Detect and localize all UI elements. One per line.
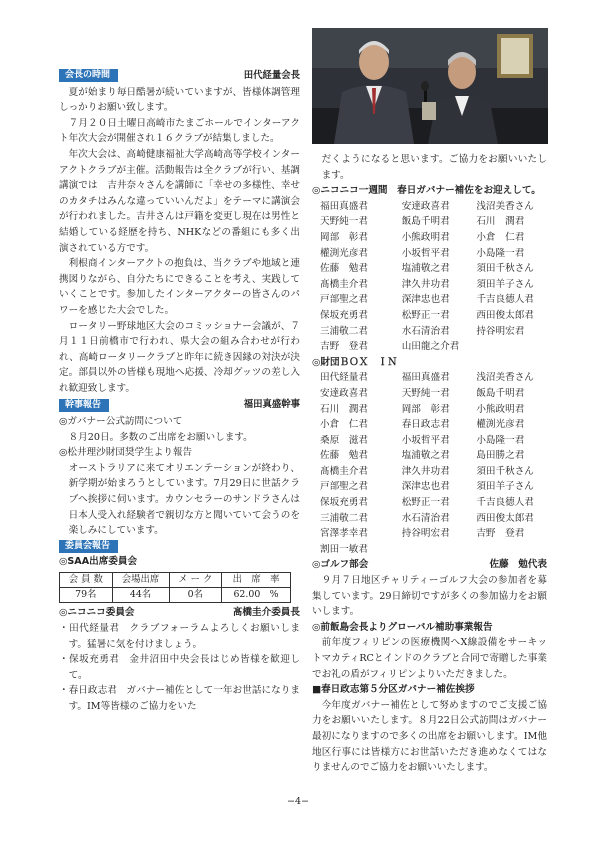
secretary-author: 福田真盛幹事 (243, 399, 300, 411)
member-name: 三浦敬二君 (320, 325, 368, 337)
member-name: 島田勝之君 (476, 450, 525, 462)
member-name: 須田羊子さん (476, 481, 534, 493)
right-column (312, 152, 547, 776)
box-names-list (312, 370, 547, 557)
member-name: 小倉 仁君 (476, 231, 525, 243)
member-name: 小島隆一君 (476, 247, 525, 259)
left-column (59, 58, 300, 715)
secretary-line-1: ◎ガバナー公式訪問について (59, 416, 183, 428)
kasuga-text: 今年度ガバナー補佐として努めますのでご支援ご協力をお願いいたします。８月22日公式訪問はガバナー最初になりますので多くの出席をお願いします。IM他地区行事には皆様方にお世話いただき進めなくてはなりませんのでご協力をお願いいたします。 (312, 699, 547, 774)
committee-badge: 委員会報告 (59, 540, 118, 553)
member-name: 權渕光彦君 (320, 247, 368, 259)
member-name: 吉野 登君 (476, 528, 525, 540)
president-para-2: ７月２０日土曜日高崎市たまごホールでインターアクト年次大会が開催され１６クラブが結集しました。 (59, 117, 300, 145)
table-cell: 0名 (169, 588, 222, 603)
member-name: 飯島千明君 (476, 387, 525, 399)
table-header-row (60, 573, 291, 588)
secretary-line-2: ８月20日。多数のご出席をお願いします。 (68, 431, 253, 443)
president-para-1: 夏が始まり毎日酷暑が続いていますが、皆様体調管理しっかりお願い致します。 (59, 86, 300, 114)
member-name: 田代経量君 (320, 372, 368, 384)
member-name: 天野純一君 (320, 216, 368, 228)
member-name: 浅沼美香さん (476, 200, 534, 212)
member-name: 髙橋圭介君 (320, 465, 368, 477)
week-names-list (312, 199, 547, 355)
table-header-cell: 会 員 数 (60, 573, 113, 588)
niko-heading-text: ◎ニコニコ委員会 (59, 607, 135, 619)
member-name: 戸部聖之君 (320, 294, 368, 306)
president-para-5: ロータリー野球地区大会のコミッショナー会議が、７月１１日前橋市で行われ、県大会の組み合わせが行われ、高崎ロータリークラブと昨年に続き因縁の対決が決定。部員以外の皆様も現地へ応援、冷却グッツの差し入れ歓迎致します。 (59, 320, 300, 394)
member-name (476, 339, 547, 355)
committee-section-header (59, 540, 300, 553)
niko-item: ・田代経量君 クラブフォーラムよろしくお願いします。猛暑に気を付けましょう。 (59, 623, 300, 650)
president-author: 田代経量会長 (243, 70, 300, 81)
member-name: 持谷明宏君 (401, 528, 450, 540)
golf-author: 佐藤 勉代表 (489, 559, 547, 571)
iijima-text: 前年度フィリピンの医療機関へX線設備をサーキットマカティRCとインドのクラブと合同で寄贈した事業でお礼の盾がフィリピンよりいただきました。 (312, 637, 547, 680)
member-name: 小熊政明君 (476, 403, 525, 415)
member-name: 水石清治君 (401, 512, 450, 524)
member-name: 保坂充勇君 (320, 497, 368, 509)
member-name: 天野純一君 (401, 387, 450, 399)
president-para-4: 利根商インターアクトの抱負は、当クラブや地域と連携図りながら、自分たちにできることを考え、実践していくことです。参加したインターアクターの皆さんのパワーを感じた大会でした。 (59, 258, 300, 316)
member-name: 津久井功君 (401, 465, 450, 477)
member-name: 春日政志君 (401, 419, 450, 431)
member-name: 飯島千明君 (401, 216, 450, 228)
secretary-line-3: ◎松井理沙財団奨学生より報告 (59, 447, 193, 459)
member-name: 桑原 滋君 (320, 434, 368, 446)
member-name: 松野正一君 (401, 309, 450, 321)
member-name (476, 542, 547, 558)
secretary-badge: 幹事報告 (59, 399, 109, 412)
week-heading: ◎ニコニコ一週間 春日ガバナー補佐をお迎えして。 (312, 185, 541, 197)
table-row (60, 588, 291, 603)
member-name: 小坂哲平君 (401, 247, 450, 259)
member-name: 佐藤 勉君 (320, 450, 368, 462)
box-heading: ◎財団ＢＯＸ ＩＮ (312, 356, 398, 368)
niko-author: 髙橋圭介委員長 (232, 607, 300, 619)
member-name: 須田千秋さん (476, 465, 534, 477)
member-name: 須田羊子さん (476, 278, 534, 290)
member-name: 岡部 彰君 (320, 231, 368, 243)
president-badge: 会長の時間 (59, 69, 118, 82)
member-name: 福田真盛君 (401, 372, 450, 384)
member-name: 髙橋圭介君 (320, 278, 368, 290)
table-header-cell: メ ー ク (169, 573, 222, 588)
member-name (402, 542, 473, 558)
member-name: 須田千秋さん (476, 263, 534, 275)
member-name: 塩浦敬之君 (401, 263, 450, 275)
member-name: 宮澤孝幸君 (320, 528, 368, 540)
attendance-table (59, 572, 291, 603)
member-name: 深津忠也君 (401, 294, 450, 306)
president-section-header (59, 68, 300, 84)
member-name: 深津忠也君 (401, 481, 450, 493)
member-name: 小倉 仁君 (320, 419, 368, 431)
table-header-cell: 出 席 率 (222, 573, 291, 588)
golf-heading (312, 557, 547, 573)
member-name: 石川 潤君 (476, 216, 525, 228)
saa-heading: ◎SAA出席委員会 (59, 555, 138, 567)
secretary-line-4: オーストラリアに来てオリエンテーションが終わり、新学期が始まろうとしています。7月29日に世話クラブへ挨拶に伺います。カウンセラーのサンドラさんは日本人受入れ経験者で親切な方と聞いていて会うのを楽しみにしています。 (68, 462, 300, 537)
niko-continuation: だくようになると思います。ご協力をお願いいたします。 (321, 154, 547, 181)
member-name: 小熊政明君 (401, 231, 450, 243)
member-name: 塩浦敬之君 (401, 450, 450, 462)
member-name: 西田俊太郎君 (476, 309, 534, 321)
member-name: 浅沼美香さん (476, 372, 534, 384)
member-name: 西田俊太郎君 (476, 512, 534, 524)
member-name: 保坂充勇君 (320, 309, 368, 321)
photo-illustration (312, 28, 548, 144)
photo-two-speakers (312, 28, 548, 144)
member-name: 岡部 彰君 (401, 403, 450, 415)
member-name: 松野正一君 (401, 497, 450, 509)
member-name: 佐藤 勉君 (320, 263, 368, 275)
table-cell: 62.00 % (222, 588, 291, 603)
president-para-3: 年次大会は、高崎健康福祉大学高崎高等学校インターアクトクラブが主催。活動報告は全クラブが行い、基調講演では 吉井奈々さんを講師に「幸せの多様性、幸せのカタチはみんな違っていいんだよ」をテーマに講演会が行われました。吉井さんは戸籍を変更し現在は男性と結婚している経歴を持ち、NHKなどの番組にも多く出演されている方です。 (59, 148, 300, 254)
table-header-cell: 会場出席 (112, 573, 169, 588)
member-name: 權渕光彦君 (476, 419, 525, 431)
member-name: 千吉良德人君 (476, 497, 534, 509)
iijima-heading: ◎前飯島会長よりグローバル補助事業報告 (312, 621, 493, 633)
member-name: 安達政喜君 (401, 200, 450, 212)
member-name: 水石清治君 (401, 325, 450, 337)
member-name: 千吉良德人君 (476, 294, 534, 306)
member-name: 福田真盛君 (320, 200, 368, 212)
golf-text: ９月７日地区チャリティーゴルフ大会の参加者を募集しています。29日締切ですが多くの参加協力をお願いします。 (312, 575, 547, 618)
member-name: 石川 潤君 (320, 403, 368, 415)
secretary-section-header (59, 397, 300, 413)
member-name: 小島隆一君 (476, 434, 525, 446)
niko-committee-heading (59, 605, 300, 621)
member-name: 戸部聖之君 (320, 481, 368, 493)
niko-item: ・保坂充勇君 金井沼田中央会長はじめ皆様を歓迎して。 (59, 654, 300, 681)
table-cell: 79名 (60, 588, 113, 603)
member-name: 吉野 登君 (320, 341, 368, 353)
member-name: 山田龍之介君 (401, 341, 460, 353)
kasuga-heading: ■春日政志第５分区ガバナー補佐挨拶 (312, 684, 475, 696)
member-name: 津久井功君 (401, 278, 450, 290)
page-number: −4− (287, 796, 309, 807)
member-name: 小坂哲平君 (401, 434, 450, 446)
table-cell: 44名 (112, 588, 169, 603)
member-name: 持谷明宏君 (476, 325, 525, 337)
member-name: 三浦敬二君 (320, 512, 368, 524)
golf-heading-text: ◎ゴルフ部会 (312, 559, 369, 571)
niko-item: ・春日政志君 ガバナー補佐として一年お世話になります。IM等皆様のご協力をいた (59, 685, 300, 712)
member-name: 割田一敏君 (320, 543, 368, 555)
member-name: 安達政喜君 (320, 387, 368, 399)
